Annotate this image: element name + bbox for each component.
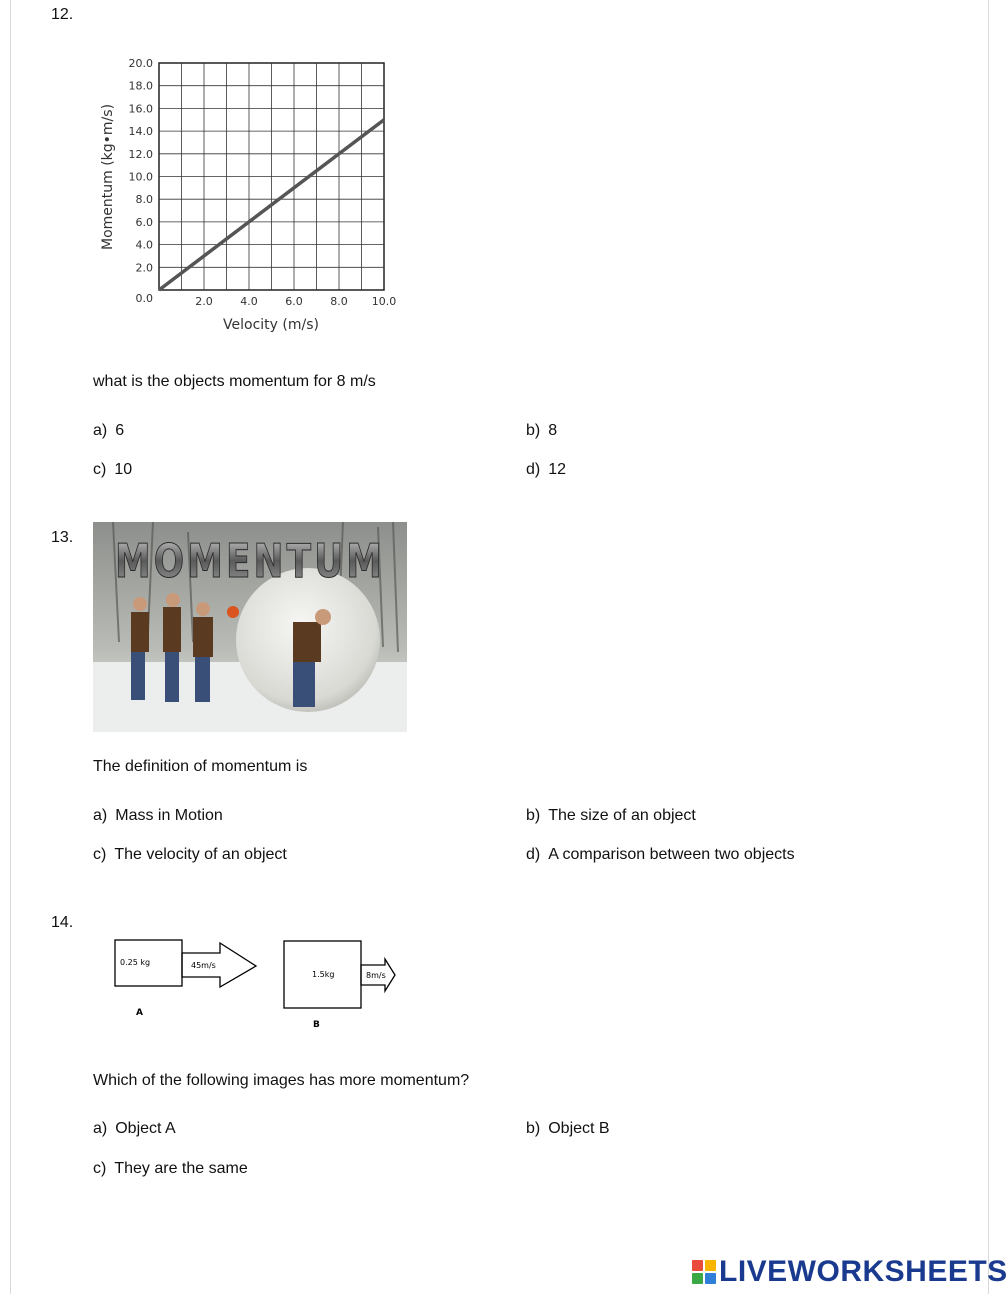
chart-y-tick-label: 8.0 bbox=[135, 193, 153, 207]
objects-diagram bbox=[110, 935, 410, 1035]
object-a-velocity: 45m/s bbox=[191, 961, 216, 970]
question-13-prompt: The definition of momentum is bbox=[93, 758, 308, 775]
chart-y-tick-label: 6.0 bbox=[135, 215, 153, 229]
option-letter: a) bbox=[93, 422, 108, 439]
option-letter: d) bbox=[526, 461, 541, 478]
option-text: Mass in Motion bbox=[115, 807, 223, 824]
chart-y-tick-label: 10.0 bbox=[128, 170, 153, 184]
question-13-option-a[interactable] bbox=[93, 807, 223, 825]
option-text: The size of an object bbox=[548, 807, 696, 824]
chart-y-tick-label: 20.0 bbox=[128, 57, 153, 70]
question-14-prompt: Which of the following images has more momentum? bbox=[93, 1072, 470, 1089]
chart-grid bbox=[159, 63, 384, 290]
question-12-number: 12. bbox=[51, 6, 74, 23]
chart-x-tick-label: 4.0 bbox=[240, 295, 258, 308]
question-13-option-d[interactable] bbox=[526, 846, 795, 864]
chart-x-ticks bbox=[195, 295, 396, 308]
chart-y-ticks bbox=[129, 57, 154, 305]
option-text: 12 bbox=[548, 461, 567, 478]
question-14-option-b[interactable] bbox=[526, 1120, 610, 1138]
question-12-option-b[interactable] bbox=[526, 422, 557, 440]
question-12-option-d[interactable] bbox=[526, 461, 566, 479]
object-b-mass: 1.5kg bbox=[312, 970, 335, 979]
chart-y-tick-label: 16.0 bbox=[128, 102, 153, 116]
logo-tiles-icon bbox=[692, 1260, 716, 1284]
option-letter: c) bbox=[93, 1160, 107, 1177]
option-text: A comparison between two objects bbox=[548, 846, 795, 863]
chart-y-tick-label: 4.0 bbox=[135, 238, 153, 252]
question-12-prompt: what is the objects momentum for 8 m/s bbox=[93, 373, 376, 390]
question-12-option-a[interactable] bbox=[93, 422, 124, 440]
option-letter: a) bbox=[93, 807, 108, 824]
option-text: 6 bbox=[115, 422, 125, 439]
chart-x-axis-label: Velocity (m/s) bbox=[223, 317, 319, 333]
chart-y-axis-label: Momentum (kg•m/s) bbox=[100, 103, 116, 251]
page-border-right bbox=[988, 0, 989, 1294]
object-a-label: A bbox=[136, 1008, 143, 1018]
option-text: 8 bbox=[548, 422, 558, 439]
chart-y-tick-label: 18.0 bbox=[128, 79, 153, 93]
page-border-left bbox=[10, 0, 11, 1294]
question-12-option-c[interactable] bbox=[93, 461, 132, 479]
chart-y-tick-label: 14.0 bbox=[128, 125, 153, 139]
option-letter: c) bbox=[93, 846, 107, 863]
option-letter: c) bbox=[93, 461, 107, 478]
chart-x-tick-label: 10.0 bbox=[371, 295, 397, 308]
question-13-option-c[interactable] bbox=[93, 846, 287, 864]
question-14-number: 14. bbox=[51, 914, 74, 931]
object-b-label: B bbox=[313, 1020, 320, 1030]
chart-x-tick-label: 6.0 bbox=[285, 295, 303, 308]
chart-y-tick-label: 12.0 bbox=[128, 147, 153, 161]
question-13-option-b[interactable] bbox=[526, 807, 696, 825]
option-letter: b) bbox=[526, 807, 541, 824]
liveworksheets-logo bbox=[692, 1255, 1008, 1289]
question-13-number: 13. bbox=[51, 529, 74, 546]
logo-text: LIVEWORKSHEETS bbox=[719, 1255, 1008, 1288]
chart-y-tick-label: 0.0 bbox=[135, 292, 153, 305]
object-b-velocity: 8m/s bbox=[366, 971, 386, 980]
option-letter: b) bbox=[526, 1120, 541, 1137]
chart-x-tick-label: 8.0 bbox=[330, 295, 348, 308]
option-letter: b) bbox=[526, 422, 541, 439]
option-letter: d) bbox=[526, 846, 541, 863]
chart-x-tick-label: 2.0 bbox=[195, 295, 213, 308]
snowball-momentum-photo bbox=[93, 522, 407, 732]
photo-title-text: MOMENTUM bbox=[115, 534, 385, 588]
object-a-mass: 0.25 kg bbox=[120, 958, 151, 967]
option-text: Object A bbox=[115, 1120, 176, 1137]
question-14-option-c[interactable] bbox=[93, 1160, 248, 1178]
option-text: They are the same bbox=[114, 1160, 248, 1177]
question-14-option-a[interactable] bbox=[93, 1120, 176, 1138]
option-text: 10 bbox=[114, 461, 133, 478]
option-text: The velocity of an object bbox=[114, 846, 287, 863]
option-text: Object B bbox=[548, 1120, 610, 1137]
option-letter: a) bbox=[93, 1120, 108, 1137]
chart-y-tick-label: 2.0 bbox=[135, 261, 153, 275]
momentum-velocity-chart bbox=[96, 50, 406, 340]
